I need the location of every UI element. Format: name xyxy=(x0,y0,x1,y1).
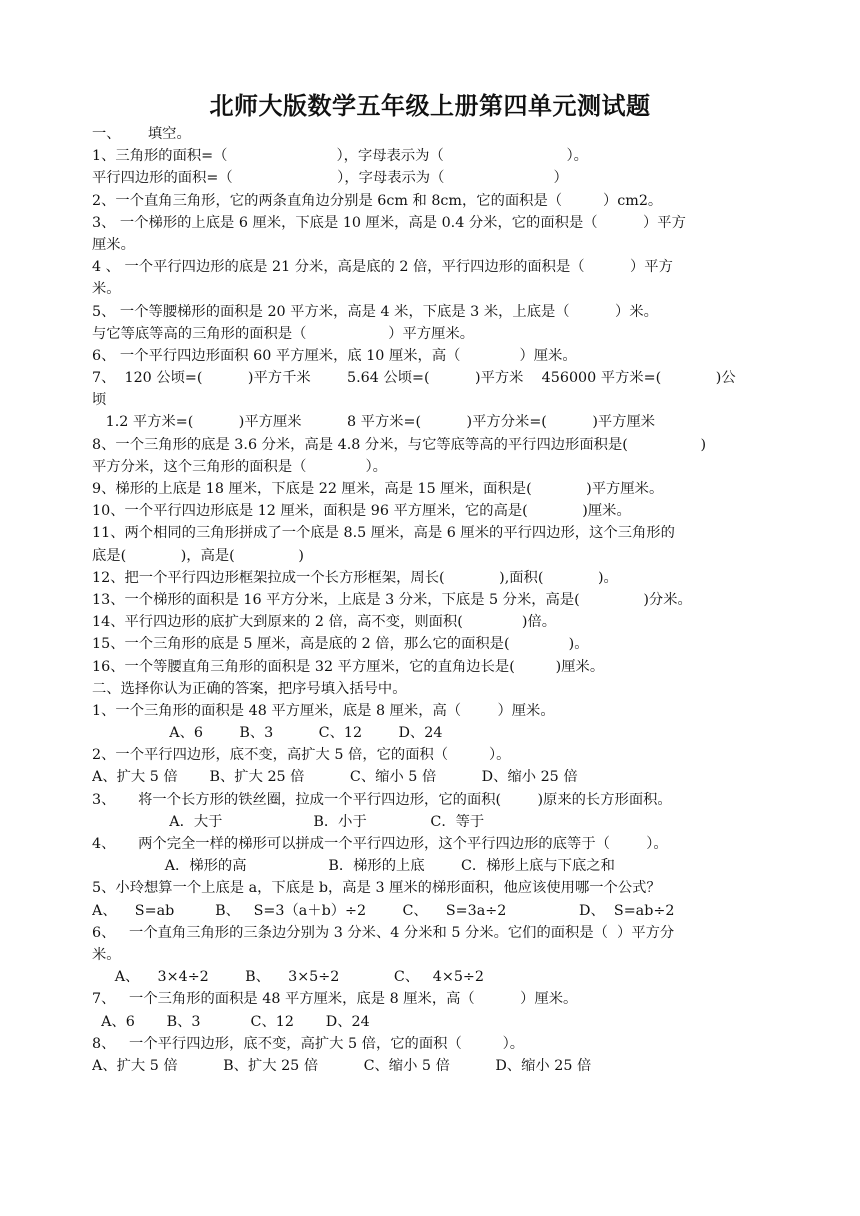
text-line: 1.2 平方米=( )平方厘米 8 平方米=( )平方分米=( )平方厘米 xyxy=(92,414,656,431)
text-line: A．梯形的高 B．梯形的上底 C．梯形上底与下底之和 xyxy=(92,858,615,875)
text-line: 5、小玲想算一个上底是 a，下底是 b，高是 3 厘米的梯形面积，他应该使用哪一个公式？ xyxy=(92,880,661,897)
text-line: 米。 xyxy=(92,281,121,298)
text-line: A、扩大 5 倍 B、扩大 25 倍 C、缩小 5 倍 D、缩小 25 倍 xyxy=(92,769,578,786)
text-line: 7、 一个三角形的面积是 48 平方厘米，底是 8 厘米，高（ ）厘米。 xyxy=(92,991,578,1008)
text-line: A、扩大 5 倍 B、扩大 25 倍 C、缩小 5 倍 D、缩小 25 倍 xyxy=(92,1057,592,1074)
text-line: 2、一个平行四边形，底不变，高扩大 5 倍，它的面积（ ）。 xyxy=(92,747,511,764)
text-line: 1、一个三角形的面积是 48 平方厘米，底是 8 厘米，高（ ）厘米。 xyxy=(92,702,555,719)
text-line: 14、平行四边形的底扩大到原来的 2 倍，高不变，则面积( )倍。 xyxy=(92,614,557,631)
text-line: 7、 120 公顷=( )平方千米 5.64 公顷=( )平方米 456000 平方米=( )公 xyxy=(92,370,736,387)
text-line: 米。 xyxy=(92,946,121,963)
text-line: 16、一个等腰直角三角形的面积是 32 平方厘米，它的直角边长是( )厘米。 xyxy=(92,658,605,675)
text-line: 一、 填空。 xyxy=(92,126,191,142)
text-line: 与它等底等高的三角形的面积是（ ）平方厘米。 xyxy=(92,325,475,342)
text-line: 8、一个三角形的底是 3.6 分米，高是 4.8 分米，与它等底等高的平行四边形面积是( ) xyxy=(92,436,707,453)
text-line: 5、 一个等腰梯形的面积是 20 平方米，高是 4 米，下底是 3 米，上底是（ ）米。 xyxy=(92,303,658,320)
page-title: 北师大版数学五年级上册第四单元测试题 xyxy=(209,92,651,120)
text-line: A．大于 B．小于 C．等于 xyxy=(92,813,485,830)
text-line: 12、把一个平行四边形框架拉成一个长方形框架，周长( ),面积( )。 xyxy=(92,569,618,586)
text-line: 4、 两个完全一样的梯形可以拼成一个平行四边形，这个平行四边形的底等于（ ）。 xyxy=(92,836,668,852)
text-line: 2、一个直角三角形，它的两条直角边分别是 6cm 和 8cm，它的面积是（ ）cm2。 xyxy=(92,192,663,209)
text-line: 厘米。 xyxy=(92,236,135,253)
text-line: 10、一个平行四边形底是 12 厘米，面积是 96 平方厘米，它的高是( )厘米。 xyxy=(92,503,631,520)
text-line: A、 S=ab B、 S=3（a＋b）÷2 C、 S=3a÷2 D、 S=ab÷2 xyxy=(92,902,675,919)
text-line: 13、一个梯形的面积是 16 平方分米，上底是 3 分米，下底是 5 分米，高是( )分米。 xyxy=(92,591,692,608)
text-line: A、6 B、3 C、12 D、24 xyxy=(92,725,443,742)
document-body xyxy=(92,123,782,1077)
text-line: 3、 一个梯形的上底是 6 厘米，下底是 10 厘米，高是 0.4 分米，它的面积是（ ）平方 xyxy=(92,214,686,231)
text-line: 平方分米，这个三角形的面积是（ ）。 xyxy=(92,458,387,475)
text-line: 15、一个三角形的底是 5 厘米，高是底的 2 倍，那么它的面积是( )。 xyxy=(92,636,589,653)
text-line: 4 、 一个平行四边形的底是 21 分米，高是底的 2 倍，平行四边形的面积是（ ）平方 xyxy=(92,259,673,276)
text-line: 顷 xyxy=(92,392,107,409)
text-line: 二、选择你认为正确的答案，把序号填入括号中。 xyxy=(92,680,407,697)
text-line: 底是( )，高是( ) xyxy=(92,547,304,564)
text-line: 9、梯形的上底是 18 厘米，下底是 22 厘米，高是 15 厘米，面积是( )平方厘米。 xyxy=(92,481,664,497)
text-line: A、6 B、3 C、12 D、24 xyxy=(92,1013,370,1030)
text-line: A、 3×4÷2 B、 3×5÷2 C、 4×5÷2 xyxy=(92,969,485,986)
text-line: 3、 将一个长方形的铁丝圈，拉成一个平行四边形，它的面积( )原来的长方形面积。 xyxy=(92,791,672,808)
text-line: 11、两个相同的三角形拼成了一个底是 8.5 厘米，高是 6 厘米的平行四边形，这个三角形的 xyxy=(92,525,675,542)
text-line: 6、 一个直角三角形的三条边分别为 3 分米、4 分米和 5 分米。它们的面积是（ ）平方分 xyxy=(92,924,675,941)
text-line: 平行四边形的面积=（ ），字母表示为（ ） xyxy=(92,170,568,187)
text-line: 8、 一个平行四边形，底不变，高扩大 5 倍，它的面积（ ）。 xyxy=(92,1035,525,1052)
text-line: 6、 一个平行四边形面积 60 平方厘米，底 10 厘米，高（ ）厘米。 xyxy=(92,347,577,364)
text-line: 1、三角形的面积=（ ），字母表示为（ ）。 xyxy=(92,148,588,165)
